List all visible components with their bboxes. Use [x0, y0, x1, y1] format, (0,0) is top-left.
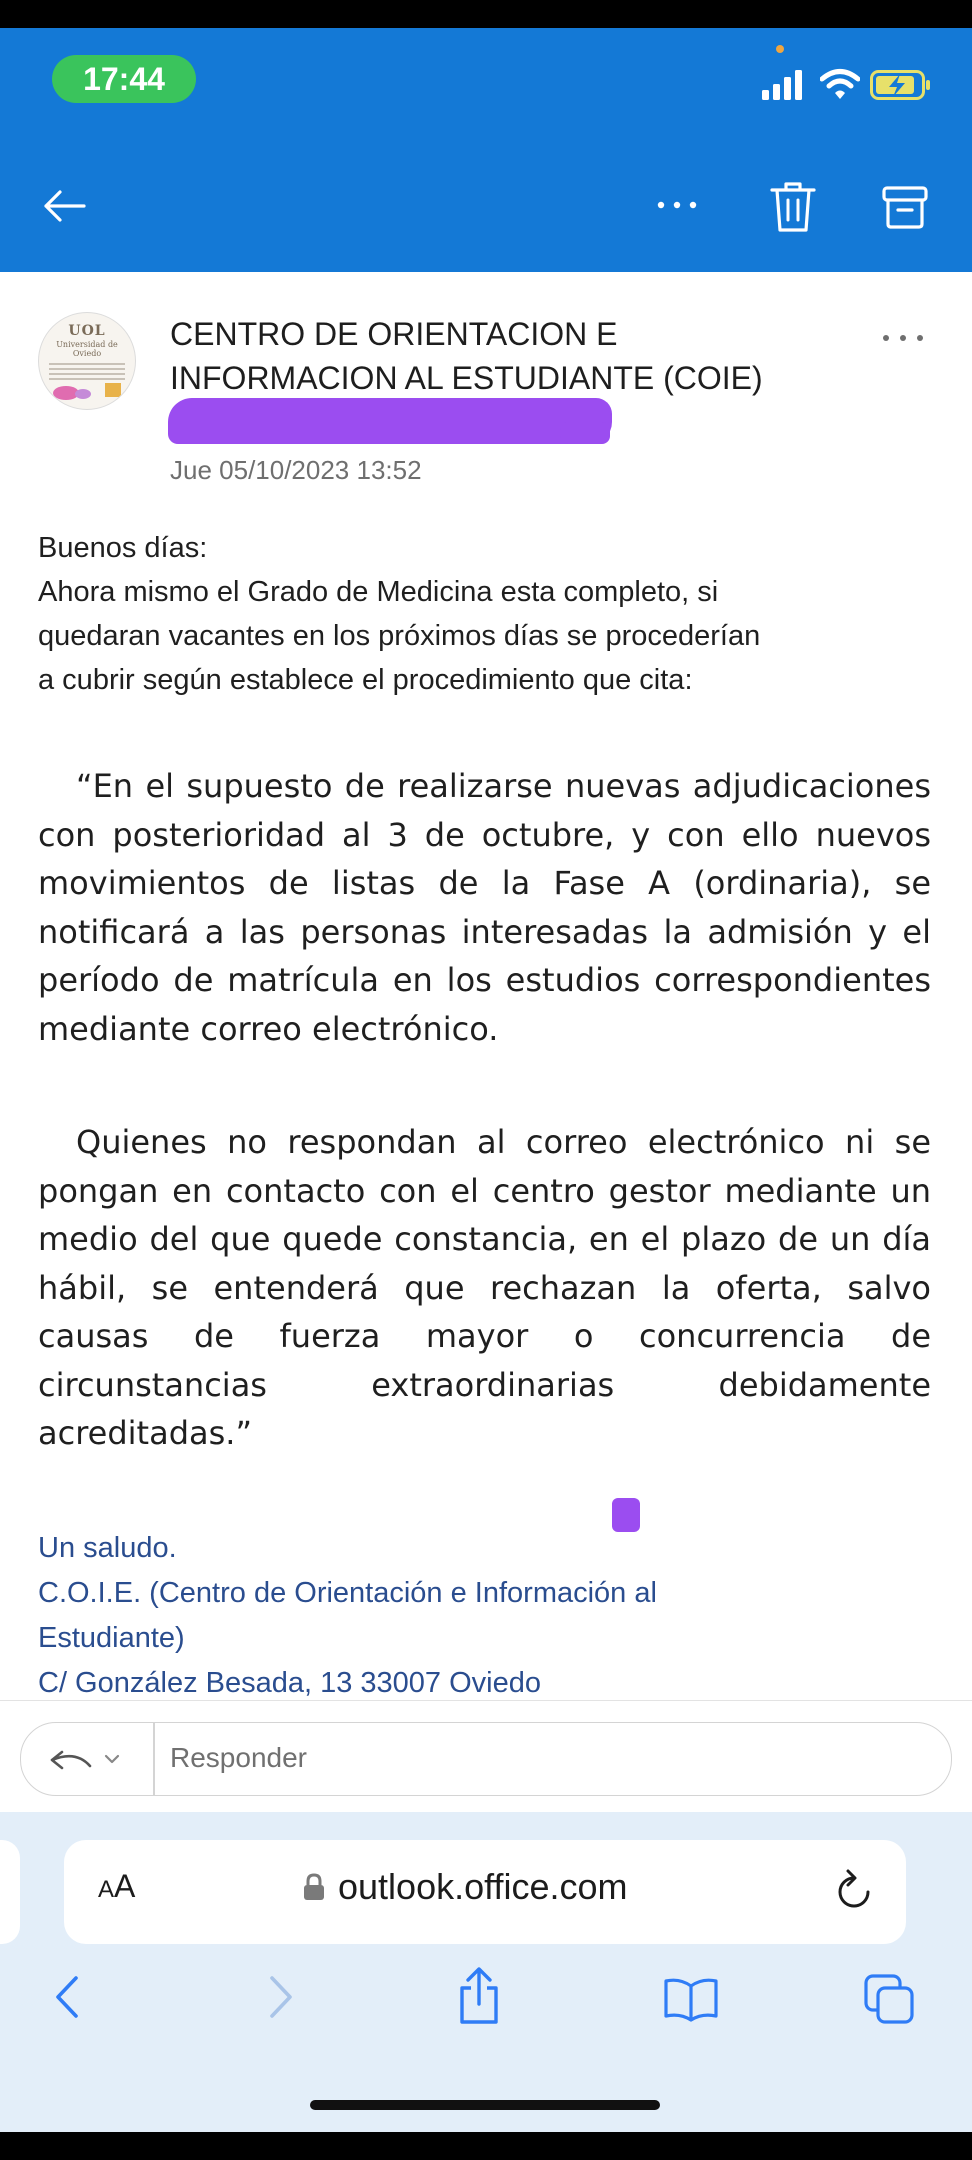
reply-input[interactable]: Responder — [170, 1742, 307, 1773]
home-indicator[interactable] — [310, 2100, 660, 2110]
reply-divider — [153, 1722, 155, 1796]
battery-charging-icon — [870, 70, 932, 100]
status-time: 17:44 — [52, 55, 196, 103]
quote-paragraph-2: Quienes no respondan al correo electrónico ni se pongan en contacto con el centro gestor mediante un medio del que quede constancia, en el plazo de un día hábil, se entenderá que rechazan la oferta, salvo causas de fuerza mayor o concurrencia de circunstancias extraordinarias debidamente acreditadas.” — [38, 1123, 931, 1452]
text-size-button[interactable] — [98, 1868, 135, 1905]
signature-line: C/ González Besada, 13 33007 Oviedo — [38, 1667, 541, 1699]
archive-button[interactable] — [880, 182, 930, 232]
wifi-icon — [820, 68, 860, 100]
recipient-redaction-tail — [560, 422, 610, 444]
body-line: a cubrir según establece el procedimiento que cita: — [38, 664, 693, 696]
tabs-button[interactable] — [862, 1972, 918, 2026]
reply-options-button[interactable] — [46, 1744, 136, 1774]
lock-icon — [302, 1872, 326, 1902]
signature-line: Un saludo. — [38, 1532, 177, 1564]
bookmarks-button[interactable] — [662, 1976, 720, 2022]
body-line: quedaran vacantes en los próximos días se procederían — [38, 620, 761, 652]
email-date: Jue 05/10/2023 13:52 — [170, 455, 422, 485]
reload-button[interactable] — [834, 1866, 874, 1912]
share-button[interactable] — [454, 1966, 504, 2028]
url-text[interactable]: outlook.office.com — [338, 1866, 628, 1907]
email-more-options-button[interactable] — [880, 328, 926, 348]
sender-avatar — [38, 312, 136, 410]
text-size-big-a: A — [114, 1868, 136, 1904]
back-button[interactable] — [40, 182, 88, 230]
browser-forward-button[interactable] — [262, 1972, 298, 2022]
previous-tab-preview[interactable] — [0, 1840, 20, 1944]
recipient-redaction — [168, 398, 612, 444]
more-options-button[interactable] — [655, 190, 699, 220]
signature-block — [38, 1526, 938, 1706]
reply-box[interactable] — [20, 1722, 952, 1796]
signature-line: Estudiante) — [38, 1622, 185, 1654]
browser-back-button[interactable] — [50, 1972, 86, 2022]
signature-line: C.O.I.E. (Centro de Orientación e Información al — [38, 1577, 657, 1609]
privacy-indicator-dot — [776, 45, 784, 53]
logo-title: UOL — [68, 323, 106, 339]
delete-button[interactable] — [768, 180, 818, 234]
cellular-signal-icon — [762, 70, 806, 100]
quote-paragraph-1: “En el supuesto de realizarse nuevas adjudicaciones con posterioridad al 3 de octubre, y con ello nuevos movimientos de listas de la Fase A (ordinaria), se notificará a las personas interesadas la admisión y el período de matrícula en los estudios correspondientes mediante correo electrónico. — [38, 767, 931, 1048]
bottom-black-strip — [0, 2132, 972, 2160]
greeting-block — [38, 526, 938, 702]
body-line: Buenos días: — [38, 532, 208, 564]
logo-subtitle: Universidad de Oviedo — [56, 340, 118, 358]
body-line: Ahora mismo el Grado de Medicina esta completo, si — [38, 576, 719, 608]
sender-name[interactable]: CENTRO DE ORIENTACION E INFORMACION AL ESTUDIANTE (COIE) — [170, 316, 763, 396]
top-black-strip — [0, 0, 972, 28]
text-size-small-a: A — [98, 1876, 115, 1903]
